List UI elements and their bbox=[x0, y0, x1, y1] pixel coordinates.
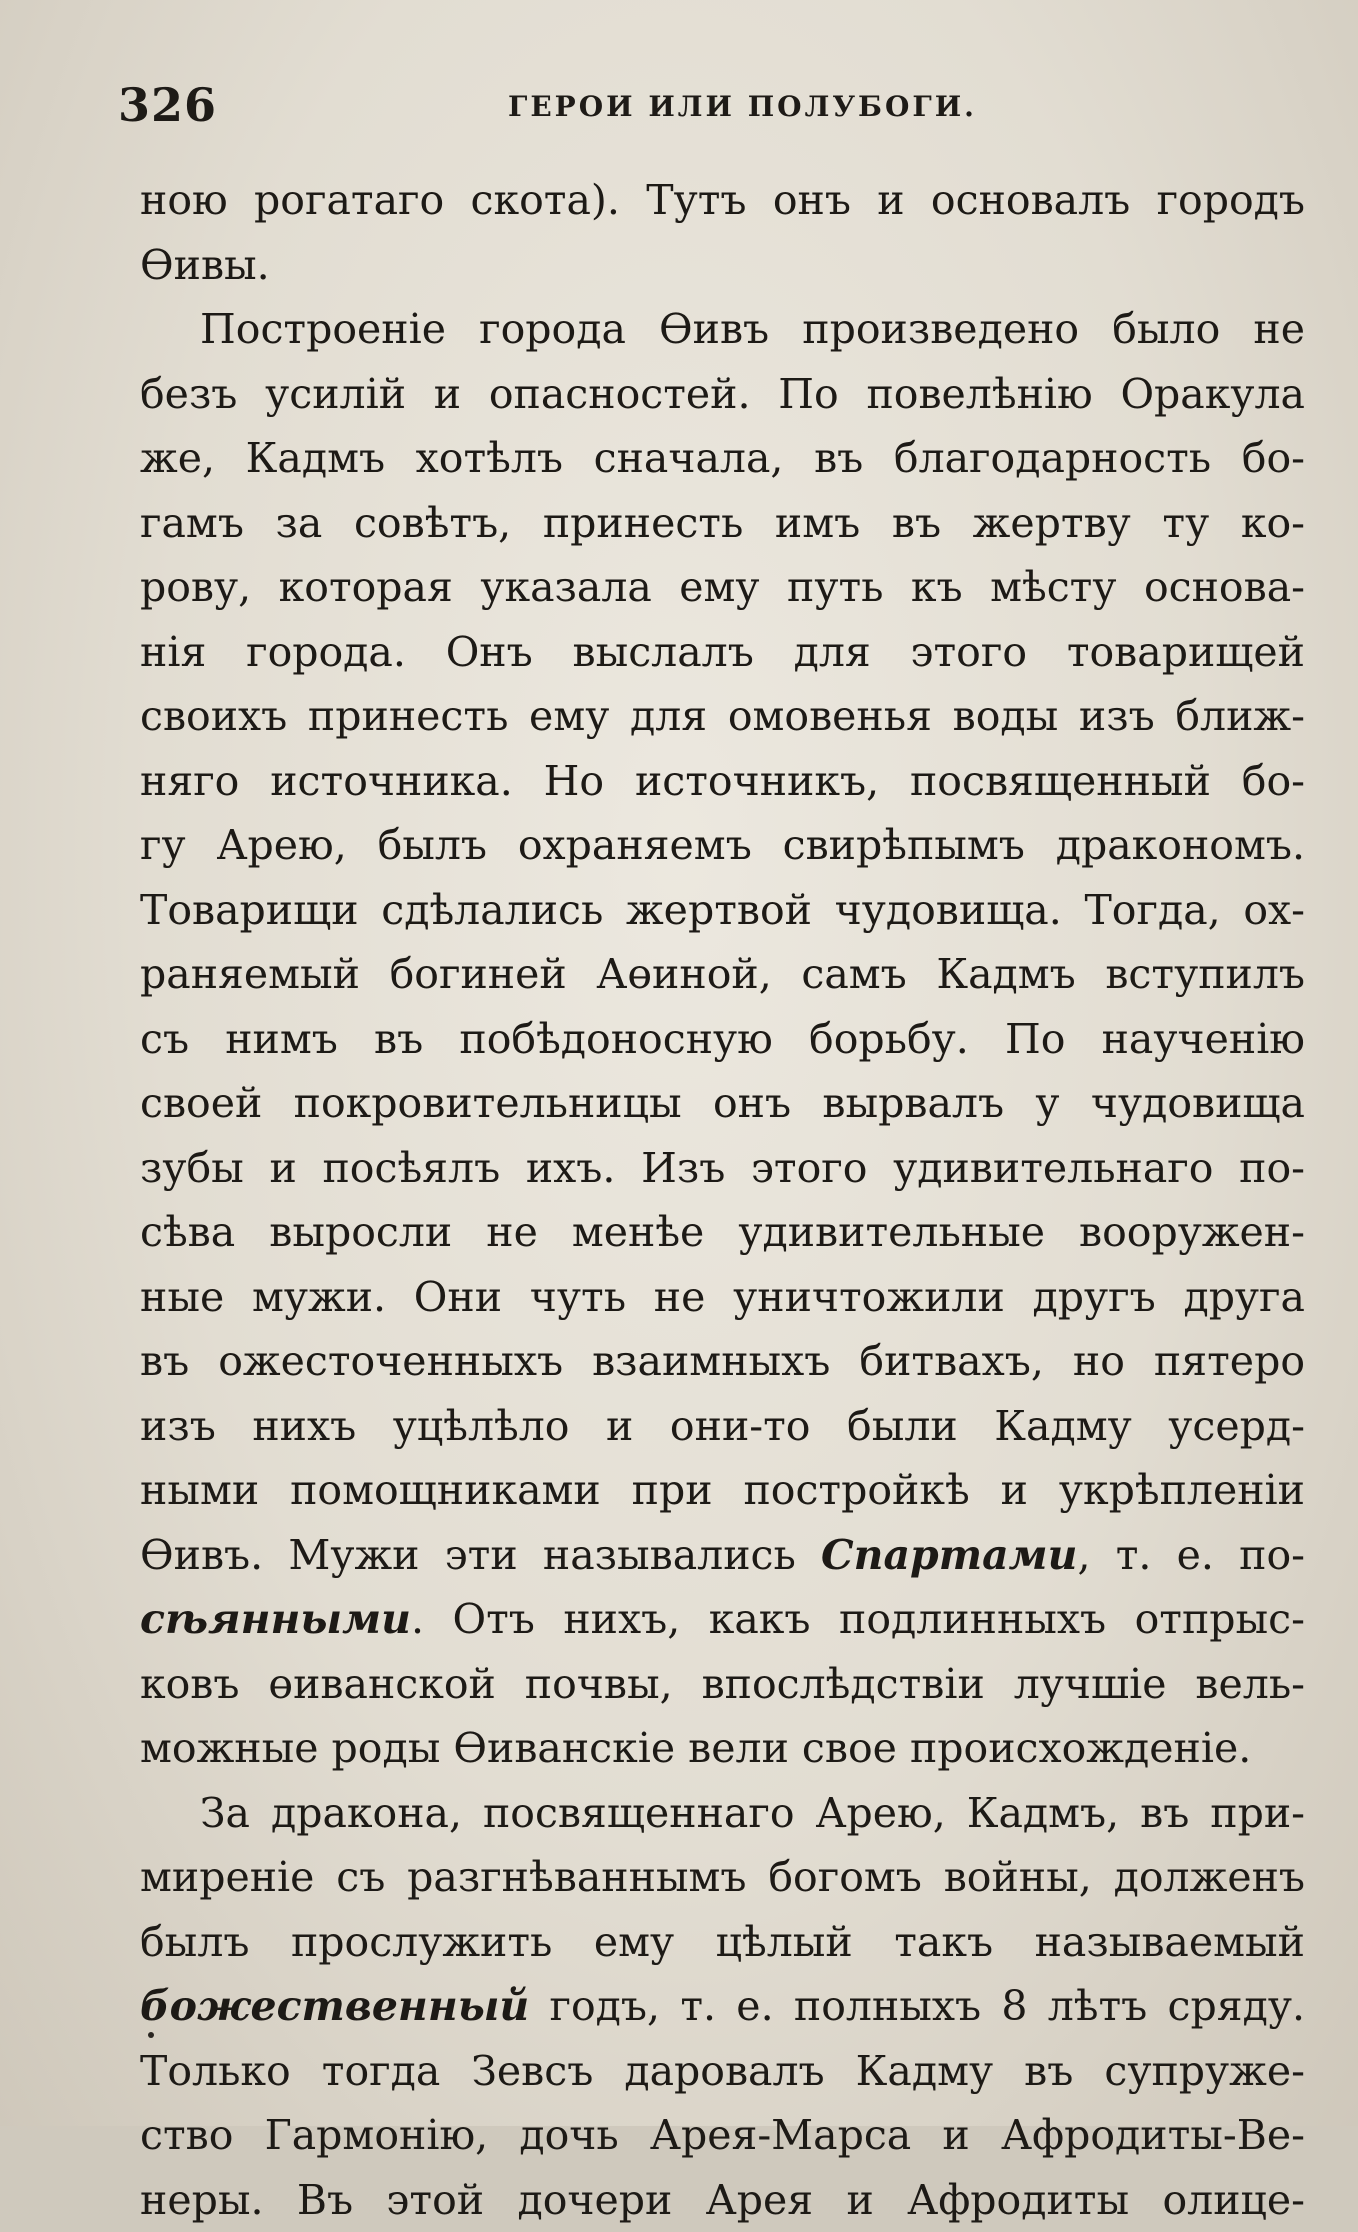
text-line: съ нимъ въ побѣдоносную борьбу. По наученію bbox=[140, 1007, 1305, 1072]
italic-term-sown: сѣянными bbox=[140, 1595, 411, 1643]
page-number: 326 bbox=[118, 78, 217, 132]
text-line: Построеніе города Өивъ произведено было не bbox=[140, 297, 1305, 362]
text-line: За дракона, посвященнаго Арею, Кадмъ, въ при- bbox=[140, 1781, 1305, 1846]
body-text bbox=[140, 168, 1305, 2232]
text-line: ные мужи. Они чуть не уничтожили другъ друга bbox=[140, 1265, 1305, 1330]
italic-term-divine: божественный bbox=[140, 1982, 529, 2030]
text-line: безъ усилій и опасностей. По повелѣнію Оракула bbox=[140, 362, 1305, 427]
text-line: можные роды Өиванскіе вели свое происхожденіе. bbox=[140, 1716, 1305, 1781]
text-fragment: Өивъ. Мужи эти назывались bbox=[140, 1531, 821, 1579]
text-line: рову, которая указала ему путь къ мѣсту основа- bbox=[140, 555, 1305, 620]
text-line: неры. Въ этой дочери Арея и Афродиты олице- bbox=[140, 2168, 1305, 2232]
text-fragment: годъ, т. е. полныхъ 8 лѣтъ сряду. bbox=[529, 1982, 1305, 2030]
text-line: раняемый богиней Аөиной, самъ Кадмъ вступилъ bbox=[140, 942, 1305, 1007]
text-fragment: , т. е. по- bbox=[1077, 1531, 1305, 1579]
text-line bbox=[140, 1523, 1305, 1588]
text-line bbox=[140, 1587, 1305, 1652]
text-line: ство Гармонію, дочь Арея-Марса и Афродиты-Ве- bbox=[140, 2103, 1305, 2168]
text-line: былъ прослужить ему цѣлый такъ называемый bbox=[140, 1910, 1305, 1975]
page-header bbox=[118, 78, 1308, 138]
text-line: сѣва выросли не менѣе удивительные вооружен- bbox=[140, 1200, 1305, 1265]
text-line: Товарищи сдѣлались жертвой чудовища. Тогда, ох- bbox=[140, 878, 1305, 943]
text-line: зубы и посѣялъ ихъ. Изъ этого удивительнаго по- bbox=[140, 1136, 1305, 1201]
text-line: ковъ өиванской почвы, впослѣдствіи лучшіе вель- bbox=[140, 1652, 1305, 1717]
text-line: миреніе съ разгнѣваннымъ богомъ войны, долженъ bbox=[140, 1845, 1305, 1910]
text-line: своихъ принесть ему для омовенья воды изъ ближ- bbox=[140, 684, 1305, 749]
text-line: нія города. Онъ выслалъ для этого товарищей bbox=[140, 620, 1305, 685]
text-line: ною рогатаго скота). Тутъ онъ и основалъ городъ bbox=[140, 168, 1305, 233]
text-line: ными помощниками при постройкѣ и укрѣпленіи bbox=[140, 1458, 1305, 1523]
text-line: въ ожесточенныхъ взаимныхъ битвахъ, но пятеро bbox=[140, 1329, 1305, 1394]
text-line: Өивы. bbox=[140, 233, 1305, 298]
text-line: своей покровительницы онъ вырвалъ у чудовища bbox=[140, 1071, 1305, 1136]
text-line: же, Кадмъ хотѣлъ сначала, въ благодарность бо- bbox=[140, 426, 1305, 491]
italic-term-spartans: Спартами bbox=[821, 1531, 1077, 1579]
text-line: изъ нихъ уцѣлѣло и они-то были Кадму усерд- bbox=[140, 1394, 1305, 1459]
text-fragment: . Отъ нихъ, какъ подлинныхъ отпрыс- bbox=[411, 1595, 1305, 1643]
text-line bbox=[140, 1974, 1305, 2039]
text-line: няго источника. Но источникъ, посвященный бо- bbox=[140, 749, 1305, 814]
text-line: гу Арею, былъ охраняемъ свирѣпымъ дракономъ. bbox=[140, 813, 1305, 878]
text-line: Только тогда Зевсъ даровалъ Кадму въ супруже- bbox=[140, 2039, 1305, 2104]
ink-dot bbox=[148, 2032, 154, 2038]
text-line: гамъ за совѣтъ, принесть имъ въ жертву ту ко- bbox=[140, 491, 1305, 556]
running-title: ГЕРОИ ИЛИ ПОЛУБОГИ. bbox=[508, 90, 977, 123]
